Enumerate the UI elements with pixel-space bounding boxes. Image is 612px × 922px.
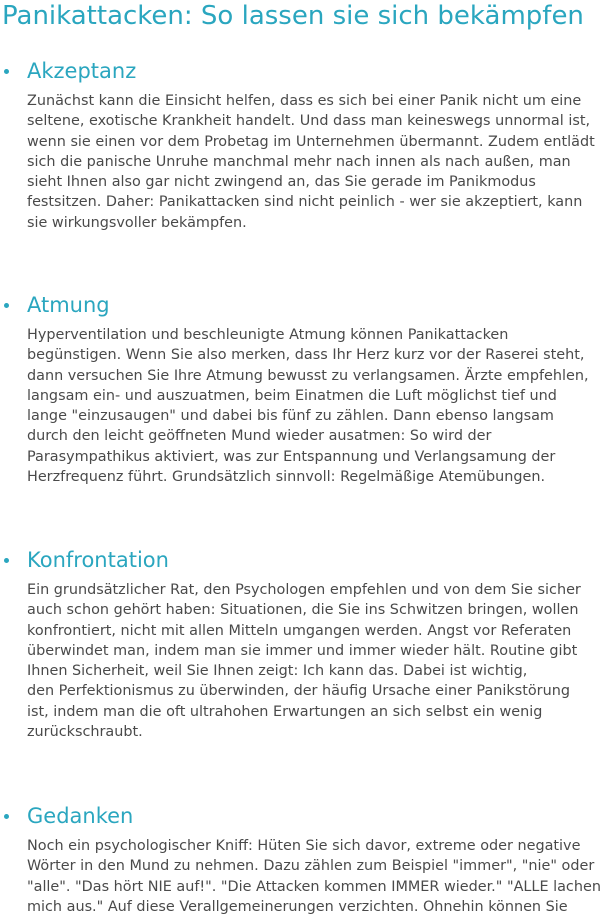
paragraph-line: überwindet man, indem man sie immer und immer wieder hält. Routine gibt — [27, 642, 578, 659]
paragraph-line: "alle". "Das hört NIE auf!". "Die Attacken kommen IMMER wieder." "ALLE lachen — [27, 878, 601, 895]
bullet-icon — [4, 814, 9, 819]
paragraph-line: langsam ein- und auszuatmen, beim Einatmen die Luft möglichst tief und — [27, 387, 557, 404]
paragraph-line: wenn sie einen vor dem Probetag im Unternehmen übermannt. Zudem entlädt — [27, 133, 595, 150]
section-heading: Akzeptanz — [27, 59, 137, 83]
bullet-icon — [4, 303, 9, 308]
paragraph-line: sieht Ihnen also gar nicht zwingend an, das Sie gerade im Panikmodus — [27, 174, 536, 191]
paragraph-line: ist, indem man die oft ultrahohen Erwartungen an sich selbst ein wenig — [27, 703, 543, 720]
paragraph-line: Noch ein psychologischer Kniff: Hüten Sie sich davor, extreme oder negative — [27, 838, 581, 854]
section-heading: Konfrontation — [27, 548, 169, 572]
section-heading: Atmung — [27, 293, 110, 317]
paragraph-line: Ihnen Sicherheit, weil Sie Ihnen zeigt: Ich kann das. Dabei ist wichtig, — [27, 663, 528, 680]
section-heading: Gedanken — [27, 804, 134, 828]
paragraph-line: seltene, exotische Krankheit handelt. Und dass man keineswegs unnormal ist, — [27, 113, 591, 130]
paragraph-line: Ein grundsätzlicher Rat, den Psychologen empfehlen und von dem Sie sicher — [27, 582, 581, 598]
paragraph-line: mich aus." Auf diese Verallgemeinerungen verzichten. Ohnehin können Sie — [27, 898, 568, 915]
paragraph-line: Zunächst kann die Einsicht helfen, dass es sich bei einer Panik nicht um eine — [27, 93, 582, 109]
paragraph-line: den Perfektionismus zu überwinden, der häufig Ursache einer Panikstörung — [27, 683, 570, 700]
paragraph-line: lange "einzusaugen" und dabei bis fünf zu zählen. Dann ebenso langsam — [27, 408, 554, 425]
section-paragraph — [27, 580, 609, 742]
bullet-icon — [4, 558, 9, 563]
page-title: Panikattacken: So lassen sie sich bekämpfen — [2, 1, 584, 31]
paragraph-line: Wörter in den Mund zu nehmen. Dazu zählen zum Beispiel "immer", "nie" oder — [27, 858, 595, 875]
paragraph-line: zurückschraubt. — [27, 724, 143, 741]
section-paragraph — [27, 325, 609, 487]
paragraph-line: festsitzen. Daher: Panikattacken sind nicht peinlich - wer sie akzeptiert, kann — [27, 194, 583, 211]
paragraph-line: Hyperventilation und beschleunigte Atmung können Panikattacken — [27, 327, 509, 343]
paragraph-line: Parasympathikus aktiviert, was zur Entspannung und Verlangsamung der — [27, 448, 556, 465]
bullet-icon — [4, 69, 9, 74]
paragraph-line: begünstigen. Wenn Sie also merken, dass Ihr Herz kurz vor der Raserei steht, — [27, 347, 585, 364]
section-paragraph — [27, 91, 609, 233]
paragraph-line: konfrontiert, nicht mit allen Mitteln umgangen werden. Angst vor Referaten — [27, 622, 572, 639]
paragraph-line: Herzfrequenz führt. Grundsätzlich sinnvoll: Regelmäßige Atemübungen. — [27, 469, 546, 486]
paragraph-line: sie wirkungsvoller bekämpfen. — [27, 214, 247, 231]
paragraph-line: dann versuchen Sie Ihre Atmung bewusst zu verlangsamen. Ärzte empfehlen, — [27, 367, 589, 384]
paragraph-line: durch den leicht geöffneten Mund wieder ausatmen: So wird der — [27, 428, 492, 445]
paragraph-line: auch schon gehört haben: Situationen, die Sie ins Schwitzen bringen, wollen — [27, 602, 579, 619]
paragraph-line: sich die panische Unruhe manchmal mehr nach innen als nach außen, man — [27, 153, 571, 170]
section-paragraph — [27, 836, 609, 917]
